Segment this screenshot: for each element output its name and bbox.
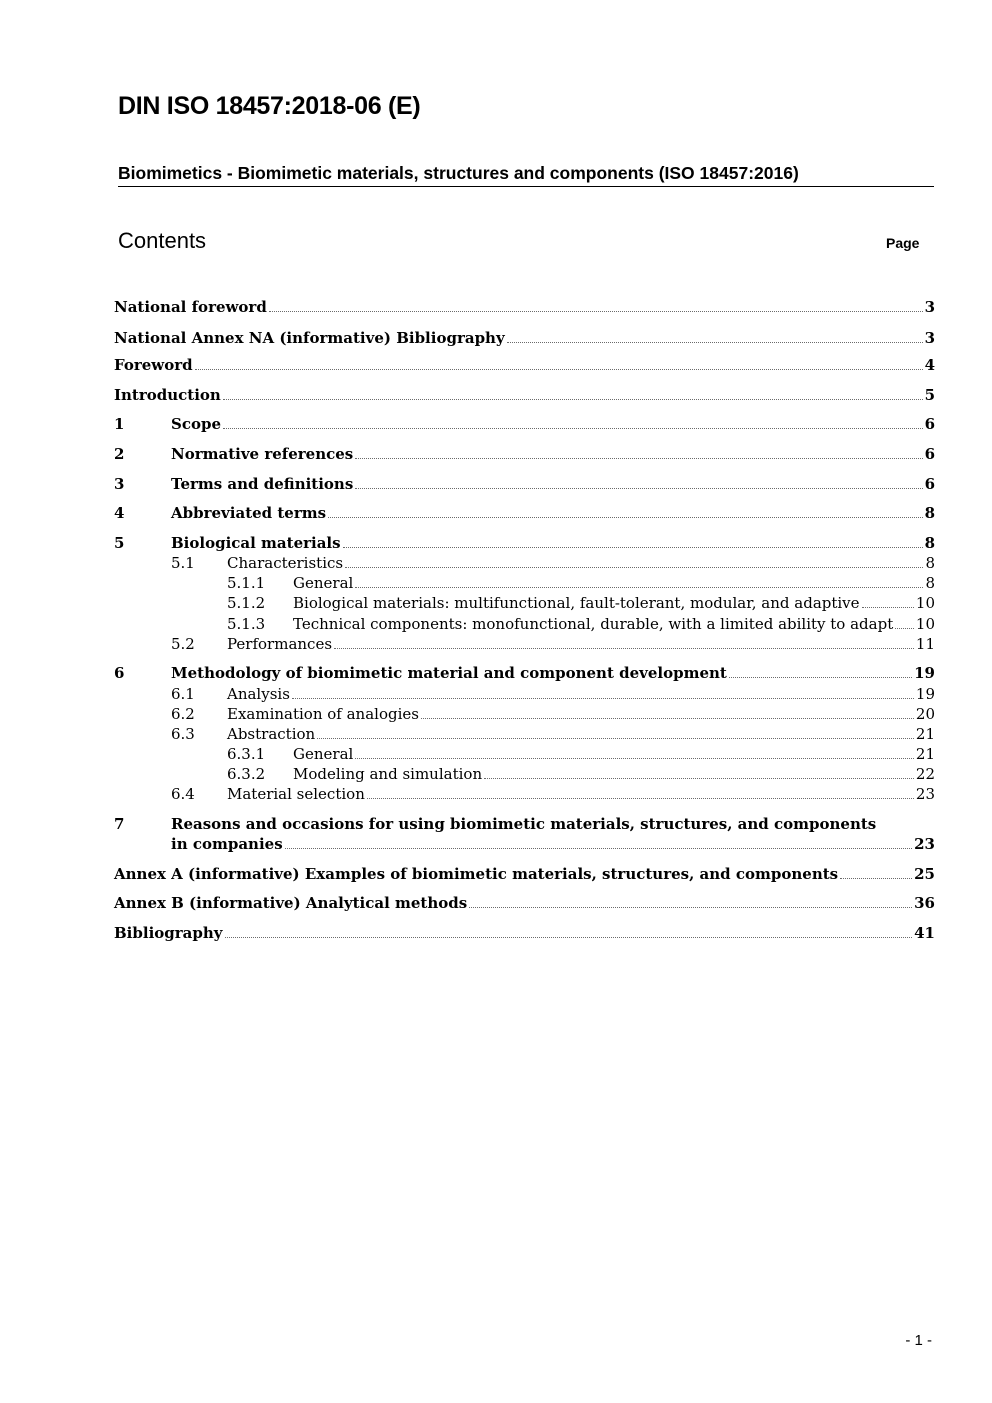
toc-dot-leader [269,311,923,312]
toc-entry[interactable] [0,296,992,318]
toc-entry-page: 22 [915,765,935,783]
toc-dot-leader [225,937,913,938]
toc-entry-title: Foreword [114,356,193,374]
toc-entry-number: 6 [114,664,125,682]
toc-entry-number: 7 [114,815,125,833]
toc-dot-leader [469,907,912,908]
toc-entry-page: 6 [924,415,935,433]
toc-entry-title: Terms and definitions [171,475,354,493]
toc-dot-leader [355,758,914,759]
toc-entry-number: 5.1.2 [227,594,266,612]
toc-entry-title: Biological materials [171,534,341,552]
toc-entry-page: 20 [915,705,935,723]
toc-entry[interactable] [0,443,992,465]
toc-entry-title: Methodology of biomimetic material and component development [171,664,727,682]
toc-entry-page: 6 [924,475,935,493]
toc-entry-page: 5 [924,386,935,404]
toc-entry-page: 21 [915,725,935,743]
toc-entry-title: Annex A (informative) Examples of biomimetic materials, structures, and components [114,865,839,883]
toc-entry-page: 8 [924,504,935,522]
toc-dot-leader [484,778,914,779]
toc-entry-title: National Annex NA (informative) Bibliography [114,329,505,347]
toc-entry-number: 6.3.1 [227,745,266,763]
toc-entry-number: 3 [114,475,125,493]
toc-entry-page: 3 [924,298,935,316]
toc-entry-title: Performances [227,635,333,653]
toc-dot-leader [862,607,914,608]
toc-entry[interactable] [0,502,992,524]
toc-dot-leader [223,428,923,429]
toc-entry-page: 8 [925,574,935,592]
toc-entry-title: Analysis [227,685,290,703]
toc-entry-number: 6.1 [171,685,195,703]
toc-entry[interactable] [0,662,992,684]
toc-entry-page: 41 [914,924,935,942]
toc-dot-leader [355,458,922,459]
toc-entry-page: 6 [924,445,935,463]
toc-entry-title: Scope [171,415,222,433]
toc-entry-page: 19 [915,685,935,703]
toc-entry[interactable] [0,813,992,855]
toc-entry[interactable] [0,473,992,495]
toc-dot-leader [292,698,914,699]
toc-entry-title: Reasons and occasions for using biomimetic materials, structures, and components [171,815,877,833]
toc-entry-title: Biological materials: multifunctional, fault-tolerant, modular, and adaptive [293,594,860,612]
toc-dot-leader [421,718,914,719]
toc-entry-title: National foreword [114,298,267,316]
toc-entry-page: 11 [915,635,935,653]
toc-dot-leader [195,369,923,370]
toc-entry-number: 1 [114,415,125,433]
toc-entry-page: 19 [914,664,935,682]
toc-entry-title: Abbreviated terms [171,504,327,522]
toc-entry[interactable] [0,683,992,705]
toc-dot-leader [223,399,923,400]
toc-entry-title: Bibliography [114,924,223,942]
toc-entry[interactable] [0,327,992,349]
toc-entry-page: 23 [914,835,935,853]
toc-dot-leader [355,587,923,588]
toc-entry-page: 4 [924,356,935,374]
toc-entry-number: 5 [114,534,125,552]
toc-entry-number: 6.2 [171,705,195,723]
document-subtitle: Biomimetics - Biomimetic materials, structures and components (ISO 18457:2016) [118,163,934,187]
toc-entry-title: General [293,745,354,763]
toc-entry[interactable] [0,763,992,785]
toc-entry-title: Technical components: monofunctional, durable, with a limited ability to adapt [293,615,894,633]
toc-dot-leader [285,848,912,849]
toc-entry-page: 8 [924,534,935,552]
toc-entry-page: 10 [915,594,935,612]
toc-entry-title: Annex B (informative) Analytical methods [114,894,468,912]
toc-dot-leader [334,648,914,649]
toc-entry-number: 5.1.3 [227,615,266,633]
toc-dot-leader [343,547,923,548]
toc-entry[interactable] [0,613,992,635]
toc-entry-title: Introduction [114,386,221,404]
toc-entry-number: 5.1 [171,554,195,572]
toc-dot-leader [328,517,922,518]
toc-entry[interactable] [0,703,992,725]
toc-entry-number: 6.3 [171,725,195,743]
toc-entry-title: Material selection [227,785,365,803]
toc-entry-title-continued: in companies [171,835,283,853]
toc-dot-leader [729,677,912,678]
toc-entry-title: Examination of analogies [227,705,419,723]
toc-entry-number: 6.3.2 [227,765,266,783]
toc-entry[interactable] [0,892,992,914]
toc-dot-leader [507,342,923,343]
toc-dot-leader [317,738,914,739]
toc-entry[interactable] [0,354,992,376]
toc-entry-title: Modeling and simulation [293,765,483,783]
toc-dot-leader [840,878,912,879]
toc-entry[interactable] [0,863,992,885]
toc-entry-page: 3 [924,329,935,347]
toc-entry-number: 5.2 [171,635,195,653]
toc-dot-leader [355,488,922,489]
toc-dot-leader [345,567,923,568]
toc-entry[interactable] [0,384,992,406]
toc-dot-leader [895,628,914,629]
toc-entry-page: 23 [915,785,935,803]
toc-entry[interactable] [0,592,992,614]
toc-entry[interactable] [0,783,992,805]
toc-entry[interactable] [0,532,992,554]
toc-entry-page: 25 [914,865,935,883]
toc-entry-page: 36 [914,894,935,912]
toc-entry-number: 5.1.1 [227,574,266,592]
toc-entry[interactable] [0,633,992,655]
toc-entry-number: 2 [114,445,125,463]
toc-entry[interactable] [0,552,992,574]
toc-dot-leader [367,798,914,799]
toc-entry[interactable] [0,922,992,944]
toc-entry-title: Normative references [171,445,354,463]
document-title: DIN ISO 18457:2018-06 (E) [118,92,421,120]
toc-entry-page: 10 [915,615,935,633]
toc-entry[interactable] [0,743,992,765]
page-number: - 1 - [905,1332,932,1349]
toc-entry[interactable] [0,413,992,435]
page-column-heading: Page [886,235,920,251]
toc-entry-title: Abstraction [227,725,316,743]
toc-entry-number: 6.4 [171,785,195,803]
toc-entry-title: General [293,574,354,592]
toc-entry[interactable] [0,572,992,594]
toc-entry-page: 21 [915,745,935,763]
toc-entry-number: 4 [114,504,125,522]
toc-entry-title: Characteristics [227,554,344,572]
contents-heading: Contents [118,228,207,253]
toc-entry[interactable] [0,723,992,745]
toc-entry-page: 8 [925,554,935,572]
